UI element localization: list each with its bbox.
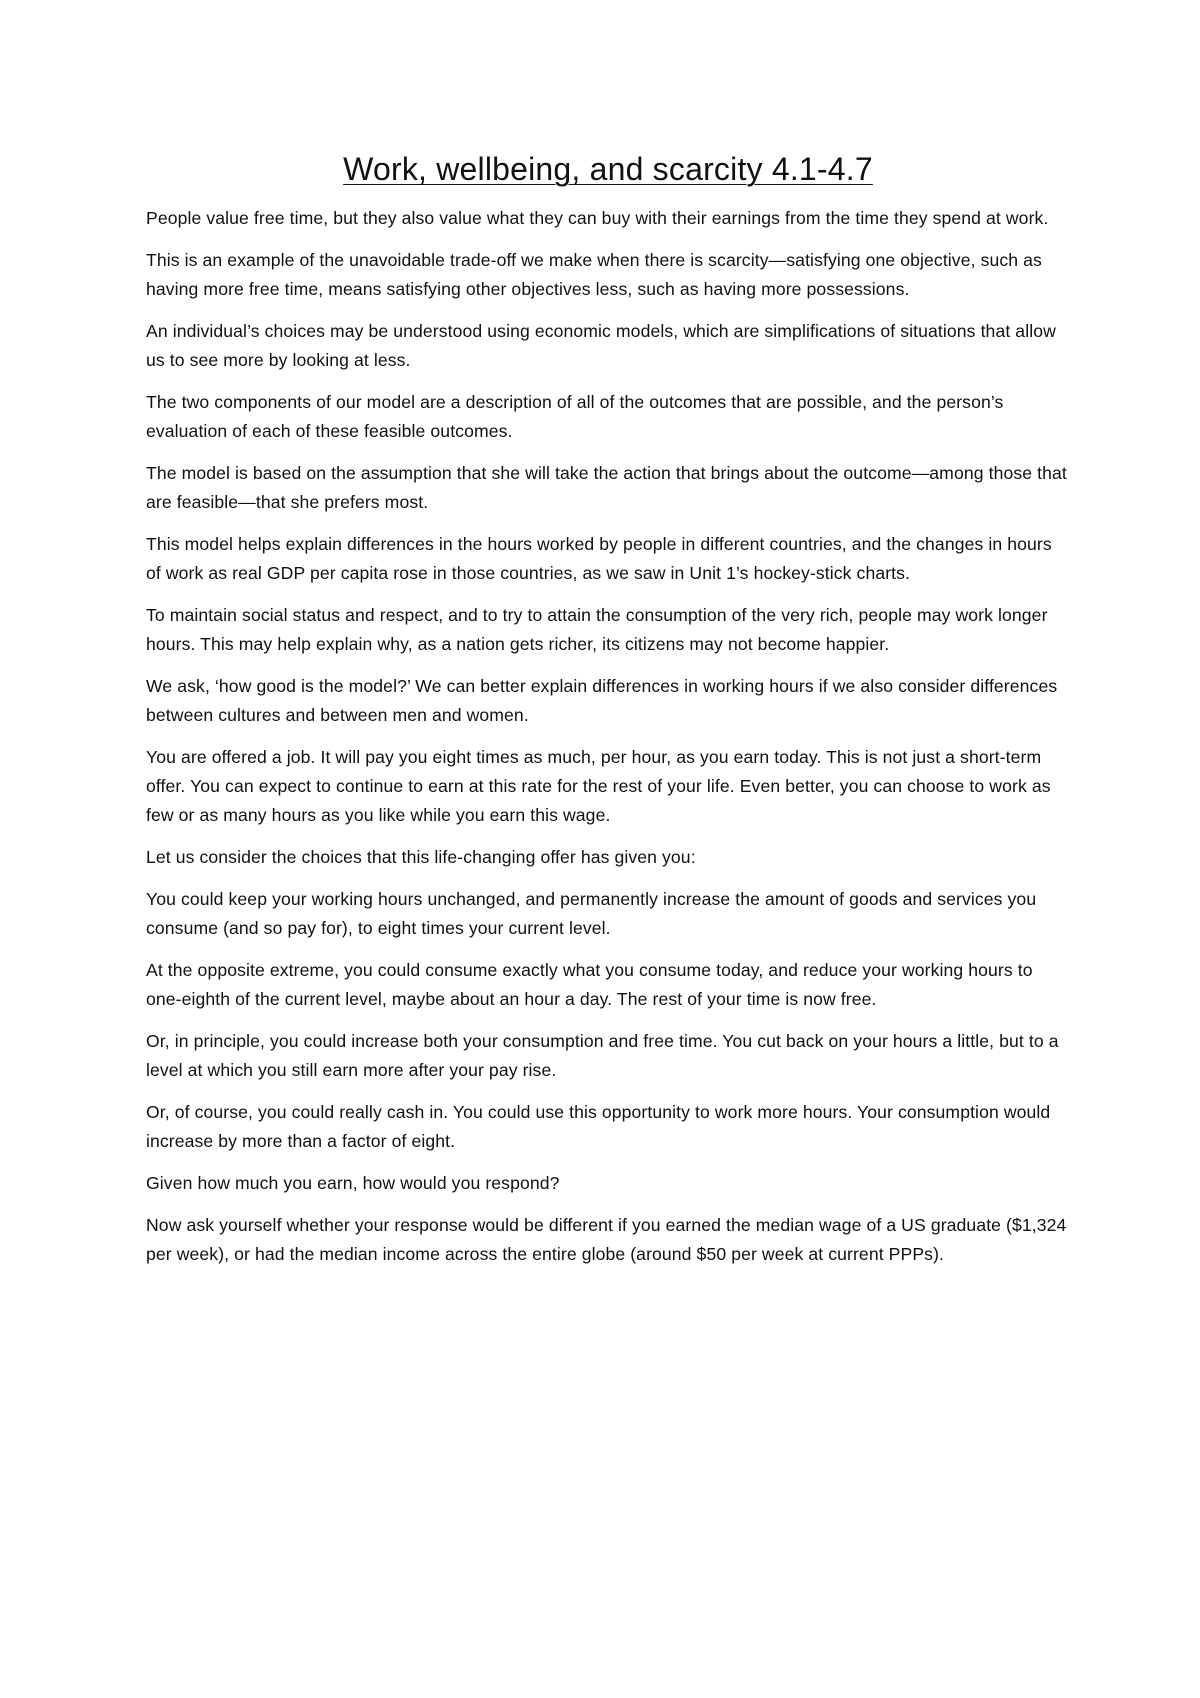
paragraph-11: You could keep your working hours unchanged, and permanently increase the amount of goods and services you consume (and so pay for), to eight times your current level. <box>146 889 1037 938</box>
paragraph-8: We ask, ‘how good is the model?’ We can better explain differences in working hours if we also consider differences between cultures and between men and women. <box>146 676 1058 725</box>
paragraph-9: You are offered a job. It will pay you eight times as much, per hour, as you earn today. This is not just a short-term offer. You can expect to continue to earn at this rate for the rest of your life. Even better, you can choose to work as few or as many hours as you like while you earn this wage. <box>146 747 1051 825</box>
paragraph-16: Now ask yourself whether your response would be different if you earned the median wage of a US graduate ($1,324 per week), or had the median income across the entire globe (around $50 per week at current PPPs). <box>146 1215 1067 1264</box>
paragraph-3: An individual’s choices may be understood using economic models, which are simplifications of situations that allow us to see more by looking at less. <box>146 321 1056 370</box>
paragraph-2: This is an example of the unavoidable trade-off we make when there is scarcity—satisfying one objective, such as having more free time, means satisfying other objectives less, such as having more possessions. <box>146 250 1042 299</box>
paragraph-12: At the opposite extreme, you could consume exactly what you consume today, and reduce your working hours to one-eighth of the current level, maybe about an hour a day. The rest of your time is now free. <box>146 960 1033 1009</box>
paragraph-6: This model helps explain differences in the hours worked by people in different countries, and the changes in hours of work as real GDP per capita rose in those countries, as we saw in Unit 1’s hockey-stick charts. <box>146 534 1052 583</box>
paragraph-13: Or, in principle, you could increase both your consumption and free time. You cut back on your hours a little, but to a level at which you still earn more after your pay rise. <box>146 1031 1059 1080</box>
paragraph-5: The model is based on the assumption that she will take the action that brings about the outcome—among those that are feasible—that she prefers most. <box>146 463 1067 512</box>
paragraph-1: People value free time, but they also value what they can buy with their earnings from the time they spend at work. <box>146 208 1049 228</box>
document-title: Work, wellbeing, and scarcity 4.1-4.7 <box>343 151 873 187</box>
paragraph-10: Let us consider the choices that this life-changing offer has given you: <box>146 847 696 867</box>
paragraph-15: Given how much you earn, how would you respond? <box>146 1173 560 1193</box>
paragraph-14: Or, of course, you could really cash in. You could use this opportunity to work more hours. Your consumption would increase by more than a factor of eight. <box>146 1102 1051 1151</box>
paragraph-4: The two components of our model are a description of all of the outcomes that are possible, and the person’s evaluation of each of these feasible outcomes. <box>146 392 1004 441</box>
paragraph-7: To maintain social status and respect, and to try to attain the consumption of the very rich, people may work longer hours. This may help explain why, as a nation gets richer, its citizens may not become happier. <box>146 605 1048 654</box>
